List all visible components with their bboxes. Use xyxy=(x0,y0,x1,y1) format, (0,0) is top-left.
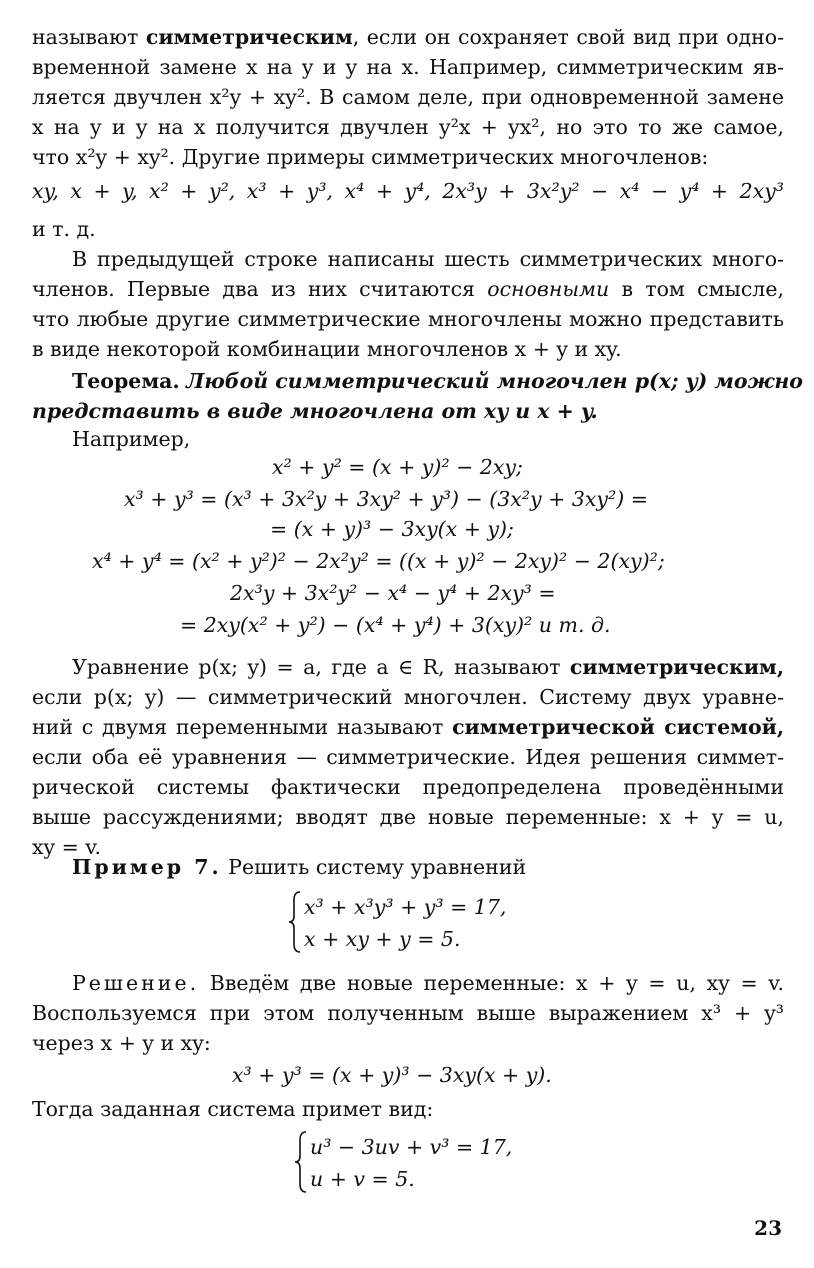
term-symmetric: симметрическим xyxy=(145,25,353,49)
paragraph-1-line-5: что x²y + xy². Другие примеры симметрических многочленов: xyxy=(32,145,709,169)
identity-6: = 2xy(x² + y²) − (x⁴ + y⁴) + 3(xy)² и т. д. xyxy=(180,613,611,637)
theorem-label: Теорема. xyxy=(72,369,180,393)
left-brace-icon xyxy=(294,1130,308,1194)
example-intro: Например, xyxy=(72,427,191,451)
paragraph-1-line-3: ляется двучлен x²y + xy². В самом деле, при одновременной замене xyxy=(32,85,784,109)
left-brace-icon xyxy=(288,890,302,954)
system-2-equation-2: u + v = 5. xyxy=(310,1167,415,1191)
identity-2: x³ + y³ = (x³ + 3x²y + 3xy² + y³) − (3x²y + 3xy²) = xyxy=(124,487,648,511)
paragraph-3-line-1: Уравнение p(x; y) = a, где a ∈ R, называют симметрическим, xyxy=(72,655,784,679)
example-7-heading: Пример 7. Решить систему уравнений xyxy=(72,855,527,879)
page-number: 23 xyxy=(754,1216,782,1240)
paragraph-2-line-1: В предыдущей строке написаны шесть симметрических много- xyxy=(72,247,784,271)
identity-5: 2x³y + 3x²y² − x⁴ − y⁴ + 2xy³ = xyxy=(230,581,556,605)
system-2-equation-1: u³ − 3uv + v³ = 17, xyxy=(310,1135,513,1159)
paragraph-1-line-2: временной замене x на y и y на x. Например, симметрическим яв- xyxy=(32,55,784,79)
system-1-equation-2: x + xy + y = 5. xyxy=(304,927,461,951)
solution-line-3: через x + y и xy: xyxy=(32,1031,211,1055)
paragraph-3-line-7: xy = v. xyxy=(32,835,102,859)
paragraph-2-line-4: в виде некоторой комбинации многочленов x + y и xy. xyxy=(32,337,622,361)
etc-text: и т. д. xyxy=(32,217,96,241)
examples-formula: xy, x + y, x² + y², x³ + y³, x⁴ + y⁴, 2x³y + 3x²y² − x⁴ − y⁴ + 2xy³ xyxy=(32,179,784,203)
solution-label: Решение. xyxy=(72,971,200,995)
paragraph-3-line-2: если p(x; y) — симметрический многочлен. Систему двух уравне- xyxy=(32,685,784,709)
example-7-label: Пример 7. xyxy=(72,855,222,879)
term-symmetric-equation: симметрическим, xyxy=(569,655,784,679)
system-2 xyxy=(294,1132,614,1196)
paragraph-3-line-5: рической системы фактически предопределена проведёнными xyxy=(32,775,784,799)
theorem-line-2: представить в виде многочлена от xy и x + y. xyxy=(32,399,598,423)
identity-3: = (x + y)³ − 3xy(x + y); xyxy=(270,517,514,541)
paragraph-2-line-2: членов. Первые два из них считаются основными в том смысле, xyxy=(32,277,784,301)
solution-line-1: Решение. Введём две новые переменные: x + y = u, xy = v. xyxy=(72,971,784,995)
solution-line-2: Воспользуемся при этом полученным выше выражением x³ + y³ xyxy=(32,1001,784,1025)
term-symmetric-system: симметрической системой, xyxy=(452,715,784,739)
paragraph-3-line-4: если оба её уравнения — симметрические. Идея решения симмет- xyxy=(32,745,784,769)
paragraph-1-line-1: называют симметрическим, если он сохраняет свой вид при одно- xyxy=(32,25,784,49)
term-basic: основными xyxy=(487,277,610,301)
system-1-equation-1: x³ + x³y³ + y³ = 17, xyxy=(304,895,507,919)
paragraph-1-line-4: x на y и y на x получится двучлен y²x + yx², но это то же самое, xyxy=(32,115,784,139)
theorem-line-1: Теорема. Любой симметрический многочлен p(x; y) можно xyxy=(72,369,803,393)
paragraph-3-line-6: выше рассуждениями; вводят две новые переменные: x + y = u, xyxy=(32,805,784,829)
paragraph-3-line-3: ний с двумя переменными называют симметрической системой, xyxy=(32,715,784,739)
system-1 xyxy=(288,892,608,956)
identity-4: x⁴ + y⁴ = (x² + y²)² − 2x²y² = ((x + y)² − 2xy)² − 2(xy)²; xyxy=(92,549,665,573)
paragraph-2-line-3: что любые другие симметрические многочлены можно представить xyxy=(32,307,784,331)
solution-equation: x³ + y³ = (x + y)³ − 3xy(x + y). xyxy=(232,1063,552,1087)
identity-1: x² + y² = (x + y)² − 2xy; xyxy=(272,455,523,479)
solution-line-4: Тогда заданная система примет вид: xyxy=(32,1097,434,1121)
